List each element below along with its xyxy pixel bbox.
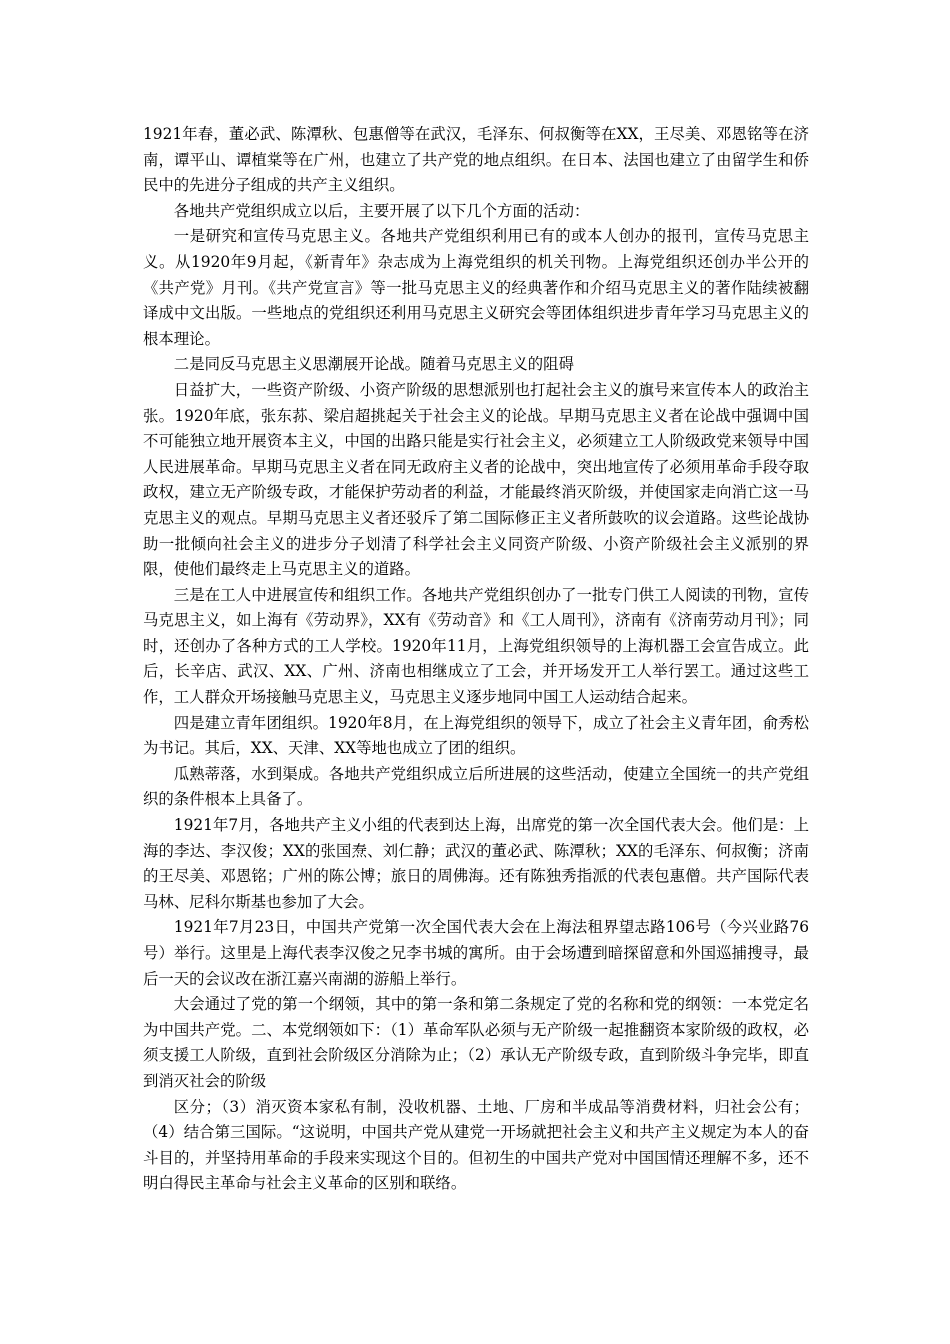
paragraph: 区分；（3）消灭资本家私有制，没收机器、土地、厂房和半成品等消费材料，归社会公有；（4）结合第三国际。“这说明，中国共产党从建党一开场就把社会主义和共产主义规定为本人的奋斗目的，并坚持用革命的手段来实现这个目的。但初生的中国共产党对中国国情还理解不多，还不明白得民主革命与社会主义革命的区别和联络。 [143, 1097, 809, 1193]
paragraph: 一是研究和宣传马克思主义。各地共产党组织利用已有的或本人创办的报刊，宣传马克思主义。从1920年9月起，《新青年》杂志成为上海党组织的机关刊物。上海党组织还创办半公开的《共产党》月刊。《共产党宣言》等一批马克思主义的经典著作和介绍马克思主义的著作陆续被翻译成中文出版。一些地点的党组织还利用马克思主义研究会等团体组织进步青年学习马克思主义的根本理论。 [143, 227, 809, 348]
paragraph: 1921年7月，各地共产主义小组的代表到达上海，出席党的第一次全国代表大会。他们是：上海的李达、李汉俊；XX的张国焘、刘仁静；武汉的董必武、陈潭秋；XX的毛泽东、何叔衡；济南的王尽美、邓恩铭；广州的陈公博；旅日的周佛海。还有陈独秀指派的代表包惠僧。共产国际代表马林、尼科尔斯基也参加了大会。 [143, 816, 809, 911]
paragraph: 大会通过了党的第一个纲领，其中的第一条和第二条规定了党的名称和党的纲领：一本党定名为中国共产党。二、本党纲领如下：（1）革命军队必须与无产阶级一起推翻资本家阶级的政权，必须支援工人阶级，直到社会阶级区分消除为止；（2）承认无产阶级专政，直到阶级斗争完毕，即直到消灭社会的阶级 [143, 995, 809, 1090]
paragraph: 四是建立青年团组织。1920年8月，在上海党组织的领导下，成立了社会主义青年团，俞秀松为书记。其后，XX、天津、XX等地也成立了团的组织。 [143, 713, 809, 758]
paragraph: 1921年春，董必武、陈潭秋、包惠僧等在武汉，毛泽东、何叔衡等在XX，王尽美、邓恩铭等在济南，谭平山、谭植棠等在广州，也建立了共产党的地点组织。在日本、法国也建立了由留学生和侨民中的先进分子组成的共产主义组织。 [143, 125, 809, 195]
paragraph: 二是同反马克思主义思潮展开论战。随着马克思主义的阻碍 [173, 355, 574, 374]
paragraph: 日益扩大，一些资产阶级、小资产阶级的思想派别也打起社会主义的旗号来宣传本人的政治主张。1920年底，张东荪、梁启超挑起关于社会主义的论战。早期马克思主义者在论战中强调中国不可能独立地开展资本主义，中国的出路只能是实行社会主义，必须建立工人阶级政党来领导中国人民进展革命。早期马克思主义者在同无政府主义者的论战中，突出地宣传了必须用革命手段夺取政权，建立无产阶级专政，才能保护劳动者的利益，才能最终消灭阶级，并使国家走向消亡这一马克思主义的观点。早期马克思主义者还驳斥了第二国际修正主义者所鼓吹的议会道路。这些论战协助一批倾向社会主义的进步分子划清了科学社会主义同资产阶级、小资产阶级社会主义派别的界限，使他们最终走上马克思主义的道路。 [143, 380, 809, 579]
paragraph: 1921年7月23日，中国共产党第一次全国代表大会在上海法租界望志路106号（今兴业路76号）举行。这里是上海代表李汉俊之兄李书城的寓所。由于会场遭到暗探留意和外国巡捕搜寻，最后一天的会议改在浙江嘉兴南湖的游船上举行。 [143, 918, 809, 988]
document-body [143, 122, 809, 1197]
paragraph: 三是在工人中进展宣传和组织工作。各地共产党组织创办了一批专门供工人阅读的刊物，宣传马克思主义，如上海有《劳动界》，XX有《劳动音》和《工人周刊》，济南有《济南劳动月刊》；同时，还创办了各种方式的工人学校。1920年11月，上海党组织领导的上海机器工会宣告成立。此后，长辛店、武汉、XX、广州、济南也相继成立了工会，并开场发开工人举行罢工。通过这些工作，工人群众开场接触马克思主义，马克思主义逐步地同中国工人运动结合起来。 [143, 585, 809, 707]
paragraph: 各地共产党组织成立以后，主要开展了以下几个方面的活动： [173, 201, 590, 220]
paragraph: 瓜熟蒂落，水到渠成。各地共产党组织成立后所进展的这些活动，使建立全国统一的共产党组织的条件根本上具备了。 [143, 764, 809, 809]
